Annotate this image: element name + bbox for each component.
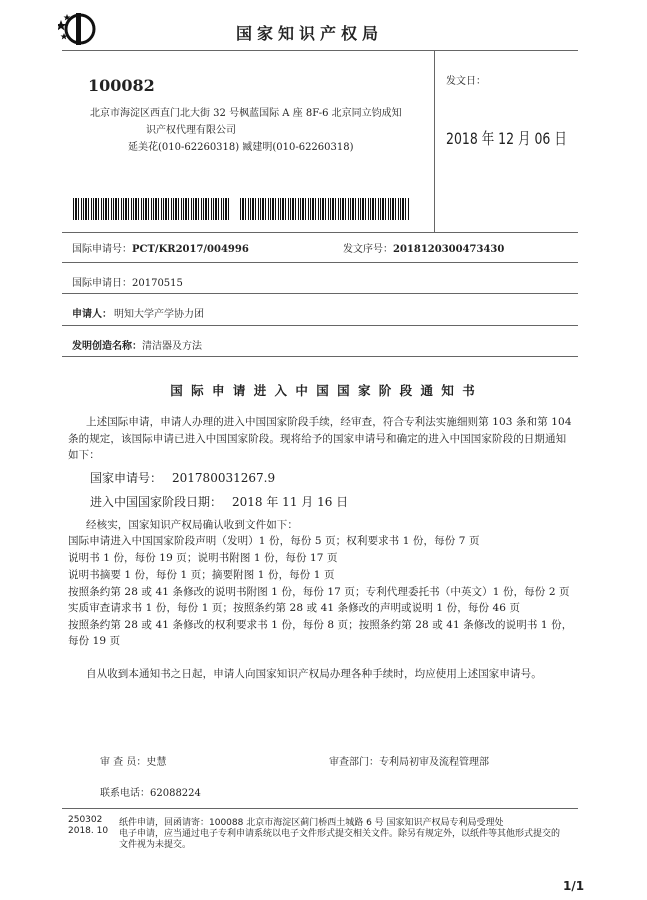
invention: 清洁器及方法 bbox=[142, 341, 202, 352]
footer-line-1: 纸件申请，回函请寄：100088 北京市海淀区蓟门桥西土城路 6 号 国家知识产权局专利局受理处 bbox=[119, 818, 504, 828]
invention-row bbox=[72, 337, 202, 352]
footer-code: 250302 bbox=[68, 815, 103, 825]
recipient-address-line2: 识产权代理有限公司 bbox=[146, 125, 236, 136]
footer-rule bbox=[62, 808, 578, 809]
recipient-address-line1: 北京市海淀区西直门北大街 32 号枫蓝国际 A 座 8F-6 北京同立钧成知 bbox=[90, 108, 402, 119]
row-rule-2 bbox=[62, 293, 578, 294]
footer-line-3: 文件视为未提交。 bbox=[119, 840, 192, 850]
department-row bbox=[329, 753, 489, 768]
intro-line-3: 如下： bbox=[68, 449, 100, 461]
received-line-1: 经核实，国家知识产权局确认收到文件如下： bbox=[86, 519, 298, 531]
page-number: 1/1 bbox=[563, 879, 585, 893]
entry-date-label: 进入中国国家阶段日期： bbox=[90, 495, 223, 509]
barcode-left bbox=[73, 198, 229, 220]
intl-app-no-label: 国际申请号： bbox=[72, 244, 132, 255]
cnipa-logo bbox=[58, 11, 102, 47]
national-app-no-label: 国家申请号： bbox=[90, 471, 163, 485]
invention-label: 发明创造名称： bbox=[72, 341, 142, 352]
phone-label: 联系电话： bbox=[100, 788, 150, 799]
dispatch-no: 2018120300473430 bbox=[393, 244, 505, 255]
intl-filing-date: 20170515 bbox=[132, 278, 183, 289]
received-line-4: 说明书摘要 1 份，每份 1 页；摘要附图 1 份，每份 1 页 bbox=[68, 569, 335, 581]
received-line-3: 说明书 1 份，每份 19 页；说明书附图 1 份，每份 17 页 bbox=[68, 552, 338, 564]
notice-title: 国 际 申 请 进 入 中 国 国 家 阶 段 通 知 书 bbox=[170, 383, 477, 398]
issue-date-label: 发文日： bbox=[446, 76, 486, 87]
agency-name: 国家知识产权局 bbox=[236, 24, 384, 43]
issue-date: 2018 年 12 月 06 日 bbox=[446, 129, 567, 148]
entry-date-row bbox=[90, 493, 348, 510]
intl-filing-date-row bbox=[72, 274, 183, 289]
applicant-row bbox=[72, 305, 204, 320]
closing-line: 自从收到本通知书之日起，申请人向国家知识产权局办理各种手续时，均应使用上述国家申请号。 bbox=[86, 668, 542, 680]
received-line-8: 每份 19 页 bbox=[68, 635, 121, 647]
national-app-no-row bbox=[90, 469, 275, 486]
row-rule-4 bbox=[62, 356, 578, 357]
dispatch-no-label: 发文序号： bbox=[343, 244, 393, 255]
department: 专利局初审及流程管理部 bbox=[379, 757, 489, 768]
recipient-postcode: 100082 bbox=[88, 76, 155, 95]
intro-line-2: 条的规定，该国际申请已进入中国国家阶段。现将给予的国家申请号和确定的进入中国国家阶段的日期通知 bbox=[68, 433, 567, 445]
intro-line-1: 上述国际申请，申请人办理的进入中国国家阶段手续，经审查，符合专利法实施细则第 103 条和第 104 bbox=[86, 416, 572, 428]
applicant: 明知大学产学协力团 bbox=[114, 309, 204, 320]
header-rule bbox=[62, 50, 578, 51]
examiner: 史慧 bbox=[146, 757, 167, 768]
recipient-contacts: 延美花(010-62260318) 臧建明(010-62260318) bbox=[128, 142, 354, 153]
phone-row bbox=[100, 784, 201, 799]
phone: 62088224 bbox=[150, 788, 201, 799]
footer-line-2: 电子申请，应当通过电子专利申请系统以电子文件形式提交相关文件。除另有规定外，以纸件等其他形式提交的 bbox=[119, 829, 561, 839]
department-label: 审查部门： bbox=[329, 757, 379, 768]
entry-date: 2018 年 11 月 16 日 bbox=[232, 495, 349, 509]
intl-app-no: PCT/KR2017/004996 bbox=[132, 244, 249, 255]
received-line-7: 按照条约第 28 或 41 条修改的权利要求书 1 份，每份 8 页；按照条约第 28 或 41 条修改的说明书 1 份， bbox=[68, 619, 573, 631]
recipient-rule bbox=[62, 232, 578, 233]
examiner-row bbox=[100, 753, 166, 768]
national-app-no: 201780031267.9 bbox=[172, 471, 276, 485]
footer-version: 2018. 10 bbox=[68, 826, 109, 836]
received-line-5: 按照条约第 28 或 41 条修改的说明书附图 1 份，每份 17 页；专利代理委托书（中英文）1 份，每份 2 页 bbox=[68, 586, 570, 598]
row-rule-1 bbox=[62, 262, 578, 263]
applicant-label: 申请人： bbox=[72, 309, 112, 320]
barcode-right bbox=[240, 198, 410, 220]
examiner-label: 审 查 员： bbox=[100, 757, 147, 768]
date-column-divider bbox=[434, 50, 435, 232]
intl-app-no-row bbox=[72, 240, 249, 255]
row-rule-3 bbox=[62, 325, 578, 326]
received-line-6: 实质审查请求书 1 份，每份 1 页；按照条约第 28 或 41 条修改的声明或说明 1 份，每份 46 页 bbox=[68, 602, 521, 614]
received-line-2: 国际申请进入中国国家阶段声明（发明）1 份，每份 5 页；权利要求书 1 份，每份 7 页 bbox=[68, 535, 480, 547]
dispatch-no-row bbox=[343, 240, 504, 255]
intl-filing-date-label: 国际申请日： bbox=[72, 278, 132, 289]
